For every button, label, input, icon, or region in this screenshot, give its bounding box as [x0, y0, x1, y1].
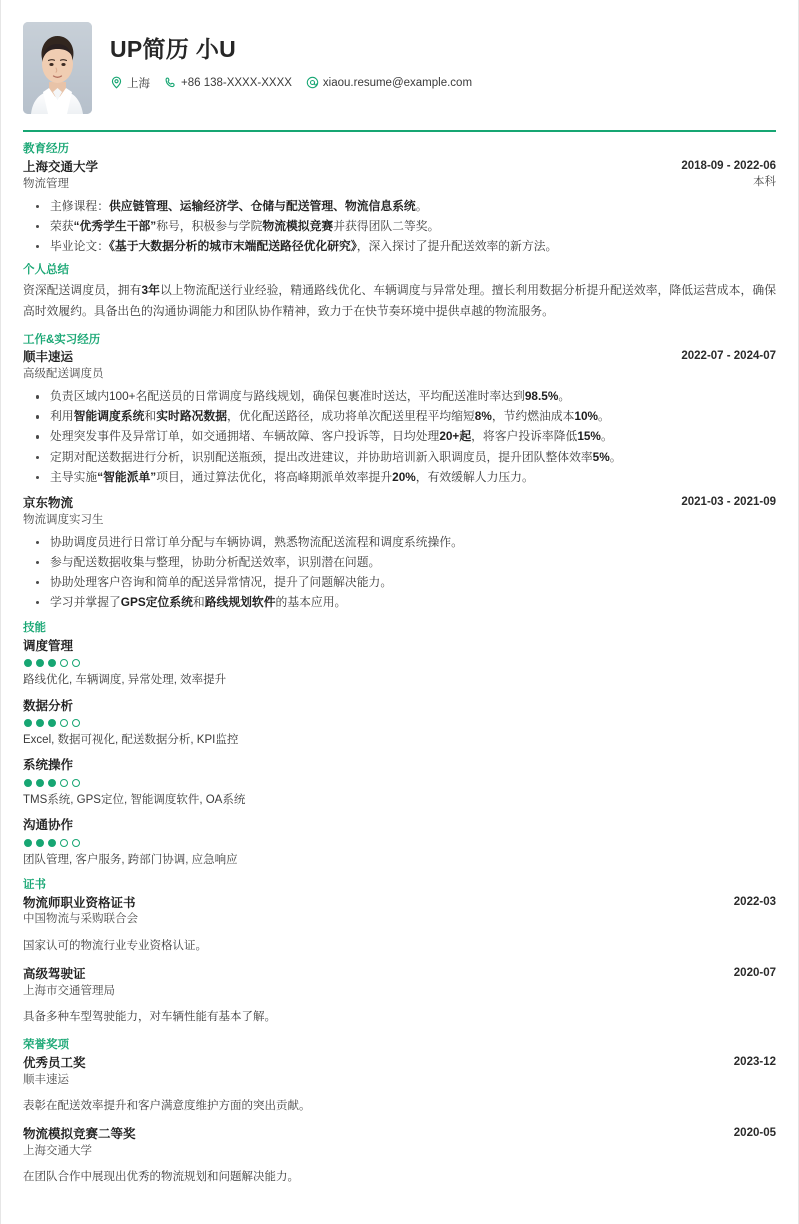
section-awards [23, 1037, 776, 1186]
list-item: 主导实施“智能派单”项目，通过算法优化，将高峰期派单效率提升20%，有效缓解人力压力。 [23, 468, 776, 487]
experience-bullets [23, 387, 776, 487]
section-summary [23, 262, 776, 322]
identity-block [110, 22, 481, 91]
section-title-experience: 工作&实习经历 [23, 333, 101, 346]
summary-text: 资深配送调度员，拥有3年以上物流配送行业经验，精通路线优化、车辆调度与异常处理。擅长利用数据分析提升配送效率，降低运营成本，确保高时效履约。具备出色的沟通协调能力和团队协作精神，致力于在快节奏环境中提供卓越的物流服务。 [23, 282, 776, 318]
skill-name: 系统操作 [23, 758, 74, 773]
credential-entry [23, 1126, 776, 1186]
skill-level-meter [24, 779, 776, 787]
contact-location[interactable] [110, 75, 150, 91]
credential-name: 高级驾驶证 [23, 966, 86, 981]
section-title-awards: 荣誉奖项 [23, 1039, 69, 1052]
header-divider [23, 130, 776, 132]
skill-level-dot [24, 839, 32, 847]
skill-level-dot [24, 659, 32, 667]
skill-level-dot [60, 779, 68, 787]
list-item: 负责区域内100+名配送员的日常调度与路线规划，确保包裹准时送达，平均配送准时率达到98.5%。 [23, 387, 776, 406]
skill-entry [23, 638, 776, 690]
skill-level-dot [36, 719, 44, 727]
skill-name: 沟通协作 [23, 818, 74, 833]
education-degree: 本科 [753, 176, 776, 189]
skill-name: 数据分析 [23, 698, 74, 713]
credential-date: 2023-12 [733, 1055, 776, 1068]
skill-level-dot [60, 839, 68, 847]
credential-date: 2022-03 [733, 895, 776, 908]
skill-level-dot [48, 839, 56, 847]
education-school: 上海交通大学 [23, 159, 99, 174]
list-item: 毕业论文：《基于大数据分析的城市末端配送路径优化研究》，深入探讨了提升配送效率的新方法。 [23, 237, 776, 256]
experience-bullets [23, 533, 776, 612]
skill-name: 调度管理 [23, 638, 74, 653]
skill-level-dot [72, 659, 80, 667]
experience-company: 顺丰速运 [23, 350, 74, 365]
experience-role: 高级配送调度员 [23, 368, 104, 381]
credential-entry [23, 895, 776, 955]
list-item: 定期对配送数据进行分析，识别配送瓶颈，提出改进建议，并协助培训新入职调度员，提升团队整体效率5%。 [23, 448, 776, 467]
skill-level-dot [36, 779, 44, 787]
list-item: 主修课程：供应链管理、运输经济学、仓储与配送管理、物流信息系统。 [23, 197, 776, 216]
list-item: 荣获“优秀学生干部”称号，积极参与学院物流模拟竞赛并获得团队二等奖。 [23, 217, 776, 236]
skill-level-dot [72, 719, 80, 727]
credential-description: 在团队合作中展现出优秀的物流规划和问题解决能力。 [23, 1171, 299, 1184]
skill-level-meter [24, 719, 776, 727]
skill-level-dot [72, 839, 80, 847]
contact-email-text: xiaou.resume@example.com [322, 76, 473, 89]
skill-level-dot [60, 659, 68, 667]
skill-detail: TMS系统, GPS定位, 智能调度软件, OA系统 [23, 793, 246, 806]
credential-date: 2020-05 [733, 1127, 776, 1140]
email-at-icon [306, 76, 319, 89]
location-pin-icon [110, 76, 123, 89]
certificate-list [23, 895, 776, 1027]
credential-name: 物流模拟竞赛二等奖 [23, 1127, 136, 1142]
skill-level-dot [48, 719, 56, 727]
contact-list [110, 75, 481, 91]
skill-level-meter [24, 659, 776, 667]
education-major: 物流管理 [23, 177, 69, 190]
credential-date: 2020-07 [733, 966, 776, 979]
list-item: 学习并掌握了GPS定位系统和路线规划软件的基本应用。 [23, 593, 776, 612]
credential-name: 物流师职业资格证书 [23, 895, 136, 910]
education-bullets [23, 197, 776, 256]
award-list [23, 1055, 776, 1187]
skill-detail: 团队管理, 客户服务, 跨部门协调, 应急响应 [23, 853, 238, 866]
list-item: 协助处理客户咨询和简单的配送异常情况，提升了问题解决能力。 [23, 573, 776, 592]
section-title-summary: 个人总结 [23, 263, 69, 276]
credential-description: 具备多种车型驾驶能力，对车辆性能有基本了解。 [23, 1010, 276, 1023]
skill-level-dot [48, 659, 56, 667]
credential-entry [23, 966, 776, 1026]
section-title-education: 教育经历 [23, 143, 69, 155]
skill-level-dot [36, 659, 44, 667]
contact-email[interactable] [306, 76, 472, 89]
resume-header [23, 22, 776, 124]
section-experience [23, 332, 776, 613]
skill-entry [23, 757, 776, 809]
experience-role: 物流调度实习生 [23, 513, 104, 526]
skill-level-dot [24, 779, 32, 787]
credential-issuer: 上海交通大学 [23, 1145, 92, 1158]
phone-icon [164, 76, 177, 89]
experience-date: 2022-07 - 2024-07 [681, 350, 776, 363]
skill-entry [23, 698, 776, 750]
credential-issuer: 顺丰速运 [23, 1073, 69, 1086]
experience-entry [23, 349, 776, 487]
section-title-certificates: 证书 [23, 878, 46, 891]
list-item: 协助调度员进行日常订单分配与车辆协调，熟悉物流配送流程和调度系统操作。 [23, 533, 776, 552]
list-item: 参与配送数据收集与整理，协助分析配送效率，识别潜在问题。 [23, 553, 776, 572]
avatar [23, 22, 92, 114]
education-date: 2018-09 - 2022-06 [681, 159, 776, 172]
contact-location-text: 上海 [127, 77, 150, 90]
skill-level-dot [24, 719, 32, 727]
experience-entry [23, 495, 776, 612]
skill-level-dot [36, 839, 44, 847]
skill-entry [23, 817, 776, 869]
skill-level-dot [60, 719, 68, 727]
credential-issuer: 上海市交通管理局 [23, 984, 115, 997]
skill-level-dot [48, 779, 56, 787]
skills-list [23, 638, 776, 869]
skill-level-meter [24, 839, 776, 847]
experience-company: 京东物流 [23, 495, 74, 510]
contact-phone-text: +86 138-XXXX-XXXX [181, 76, 292, 89]
education-entry [23, 159, 776, 256]
skill-level-dot [72, 779, 80, 787]
credential-issuer: 中国物流与采购联合会 [23, 913, 138, 926]
section-certificates [23, 877, 776, 1026]
experience-date: 2021-03 - 2021-09 [681, 495, 776, 508]
skill-detail: 路线优化, 车辆调度, 异常处理, 效率提升 [23, 674, 227, 687]
section-education [23, 141, 776, 256]
list-item: 利用智能调度系统和实时路况数据，优化配送路径，成功将单次配送里程平均缩短8%，节约燃油成本10%。 [23, 407, 776, 426]
credential-name: 优秀员工奖 [23, 1055, 86, 1070]
section-skills [23, 620, 776, 869]
contact-phone[interactable] [164, 76, 292, 89]
skill-detail: Excel, 数据可视化, 配送数据分析, KPI监控 [23, 734, 239, 747]
experience-list [23, 349, 776, 612]
credential-description: 国家认可的物流行业专业资格认证。 [23, 939, 207, 952]
section-title-skills: 技能 [23, 622, 46, 635]
list-item: 处理突发事件及异常订单，如交通拥堵、车辆故障、客户投诉等，日均处理20+起，将客户投诉率降低15%。 [23, 427, 776, 446]
credential-entry [23, 1055, 776, 1115]
credential-description: 表彰在配送效率提升和客户满意度维护方面的突出贡献。 [23, 1099, 311, 1112]
page-title: UP简历 小U [110, 36, 237, 62]
